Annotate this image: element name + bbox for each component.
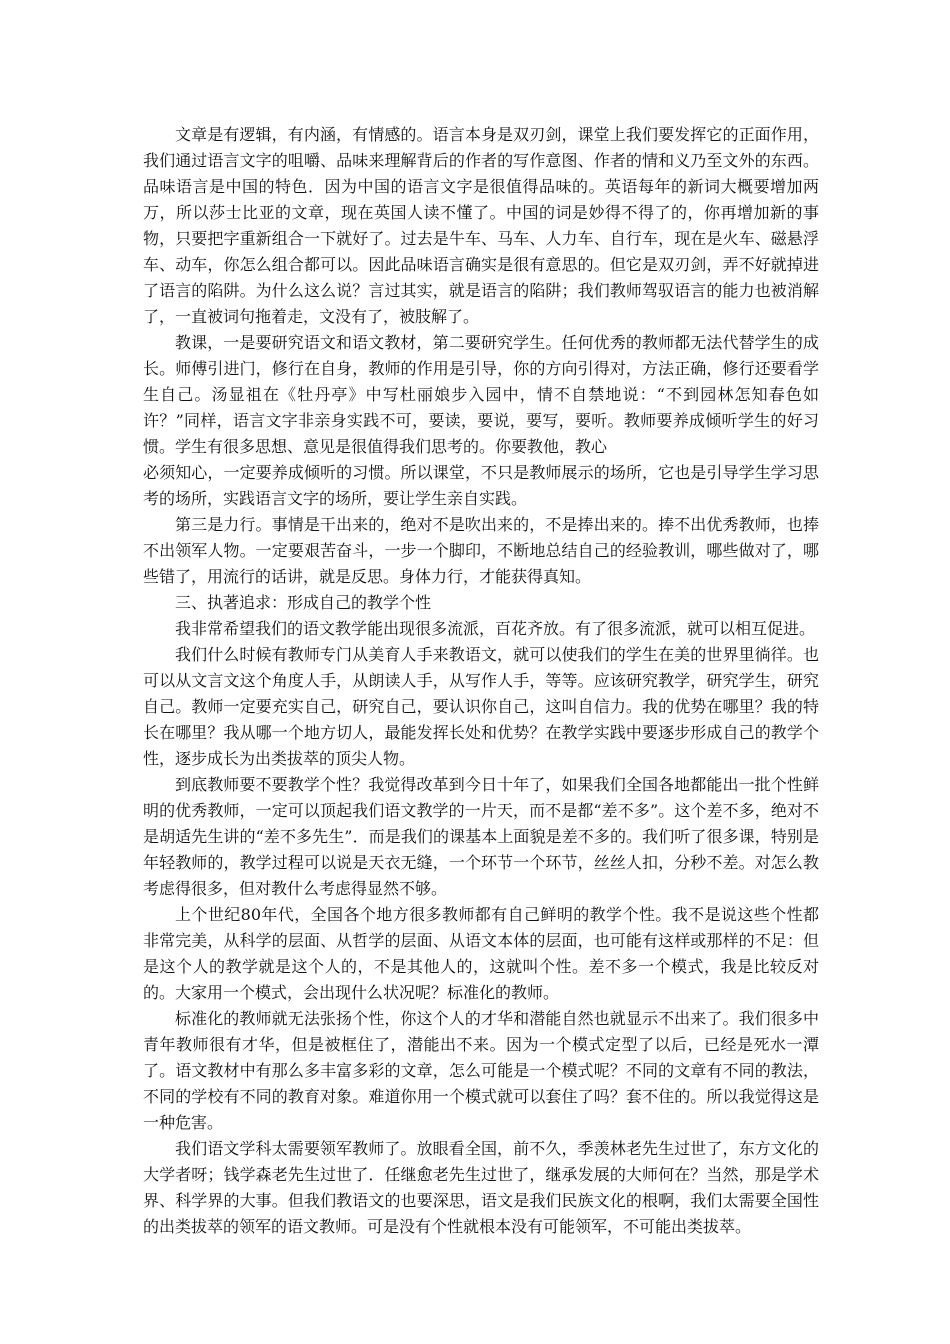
paragraph-teaching-individuality: 到底教师要不要教学个性？我觉得改革到今日十年了，如果我们全国各地都能出一批个性鲜明的优秀教师，一定可以顶起我们语文教学的一片天，而不是都“差不多”。这个差不多，绝对不是胡适先生讲的“差不多先生”．而是我们的课基本上面貌是差不多的。我们听了很多课，特别是年轻教师的，教学过程可以说是天衣无缝，一个环节一个环节，丝丝人扣，分秒不差。对怎么教考虑得很多，但对教什么考虑得显然不够。	[143, 775, 819, 898]
paragraph-practice: 第三是力行。事情是干出来的，绝对不是吹出来的，不是捧出来的。捧不出优秀教师，也捧不出领军人物。一定要艰苦奋斗，一步一个脚印，不断地总结自己的经验教训，哪些做对了，哪些错了，用流行的话讲，就是反思。身体力行，才能获得真知。	[143, 515, 819, 586]
paragraph-1980s: 上个世纪80年代，全国各个地方很多教师都有自己鲜明的教学个性。我不是说这些个性都非常完美，从科学的层面、从哲学的层面、从语文本体的层面，也可能有这样或那样的不足：但是这个人的教学就是这个人的，不是其他人的，这就叫个性。差不多一个模式，我是比较反对的。大家用一个模式，会出现什么状况呢？标准化的教师。	[143, 905, 819, 1002]
paragraph-language-double-edged: 文章是有逻辑，有内涵，有情感的。语言本身是双刃剑，课堂上我们要发挥它的正面作用，我们通过语言文字的咀嚼、品味来理解背后的作者的写作意图、作者的情和义乃至文外的东西。品味语言是中国的特色．因为中国的语言文字是很值得品味的。英语每年的新词大概要增加两万，所以莎士比亚的文章，现在英国人读不懂了。中国的词是妙得不得了的，你再增加新的事物，只要把字重新组合一下就好了。过去是牛车、马车、人力车、自行车，现在是火车、磁悬浮车、动车，你怎么组合都可以。因此品味语言确实是很有意思的。但它是双刃剑，弄不好就掉进了语言的陷阱。为什么这么说？言过其实，就是语言的陷阱；我们教师驾驭语言的能力也被消解了，一直被词句拖着走，文没有了，被肢解了。	[143, 125, 819, 326]
paragraph-teaching-study: 教课，一是要研究语文和语文教材，第二要研究学生。任何优秀的教师都无法代替学生的成长。师傅引进门，修行在自身，教师的作用是引导，你的方向引得对，方法正确，修行还要看学生自己。汤显祖在《牡丹亭》中写杜丽娘步入园中，情不自禁地说：“不到园林怎知春色如许？”同样，语言文字非亲身实践不可，要读，要说，要写，要听。教师要养成倾听学生的好习惯。学生有很多思想、意见是很值得我们思考的。你要教他，教心	[143, 333, 819, 456]
paragraph-leading-teachers: 我们语文学科太需要领军教师了。放眼看全国，前不久，季羡林老先生过世了，东方文化的大学者呀；钱学森老先生过世了．任继愈老先生过世了，继承发展的大师何在？当然，那是学术界、科学界的大事。但我们教语文的也要深思，语文是我们民族文化的根啊，我们太需要全国性的出类拔萃的领军的语文教师。可是没有个性就根本没有可能领军，不可能出类拔萃。	[143, 1139, 819, 1236]
paragraph-schools-of-thought: 我非常希望我们的语文教学能出现很多流派，百花齐放。有了很多流派，就可以相互促进。	[175, 619, 816, 638]
paragraph-listening-habit: 必须知心，一定要养成倾听的习惯。所以课堂，不只是教师展示的场所，它也是引导学生学习思考的场所，实践语言文字的场所，要让学生亲自实践。	[143, 463, 819, 508]
section-heading: 三、执著追求：形成自己的教学个性	[175, 593, 432, 612]
paragraph-standardized-teachers: 标准化的教师就无法张扬个性，你这个人的才华和潜能自然也就显示不出来了。我们很多中青年教师很有才华，但是被框住了，潜能出不来。因为一个模式定型了以后，已经是死水一潭了。语文教材中有那么多丰富多彩的文章，怎么可能是一个模式呢？不同的文章有不同的教法，不同的学校有不同的教育对象。难道你用一个模式就可以套住了吗？套不住的。所以我觉得这是一种危害。	[143, 1009, 819, 1132]
document-page	[143, 122, 819, 1240]
paragraph-aesthetic-education: 我们什么时候有教师专门从美育人手来教语文，就可以使我们的学生在美的世界里徜徉。也可以从文言文这个角度人手，从朗读人手，从写作人手，等等。应该研究教学，研究学生，研究自己。教师一定要充实自己，研究自己，要认识你自己，这叫自信力。我的优势在哪里？我的特长在哪里？我从哪一个地方切人，最能发挥长处和优势？在教学实践中要逐步形成自己的教学个性，逐步成长为出类拔萃的顶尖人物。	[143, 645, 819, 768]
